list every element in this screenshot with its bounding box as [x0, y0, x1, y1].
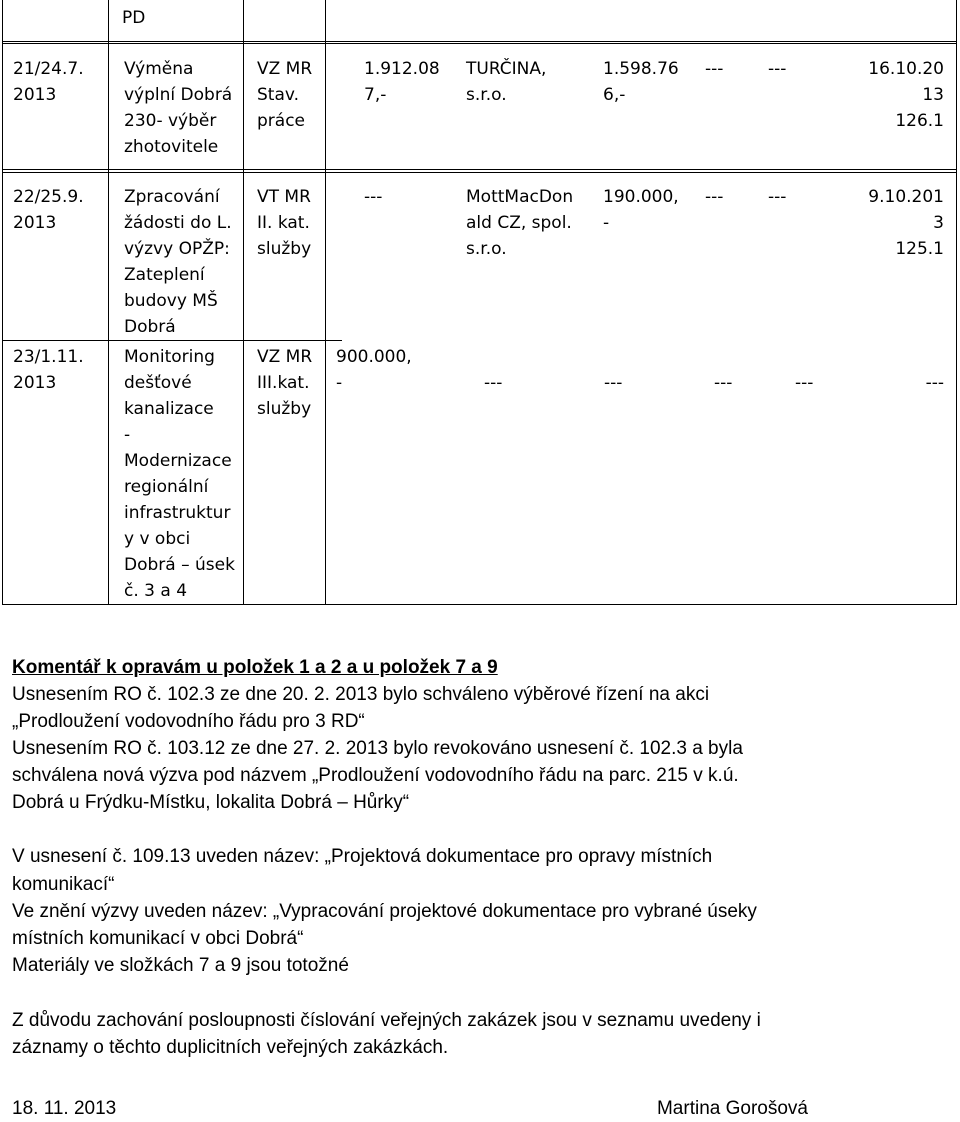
- comment-line: schválena nová výzva pod názvem „Prodloužení vodovodního řádu na parc. 215 v k.ú.: [12, 765, 739, 786]
- comment-line: Usnesením RO č. 103.12 ze dne 27. 2. 2013 bylo revokováno usnesení č. 102.3 a byla: [12, 738, 743, 759]
- row1-est-price: 1.912.08 7,-: [364, 59, 440, 105]
- row1-result: 16.10.20 13 126.1: [868, 59, 944, 131]
- footer-date: 18. 11. 2013: [12, 1098, 117, 1119]
- row1-date: 21/24.7. 2013: [13, 59, 84, 105]
- comment-heading: Komentář k opravám u položek 1 a 2 a u položek 7 a 9: [12, 657, 498, 678]
- table-rule: [2, 41, 957, 42]
- comment-line: Z důvodu zachování posloupnosti číslování veřejných zakázek jsou v seznamu uvedeny i: [12, 1010, 761, 1031]
- table-rule: [2, 604, 957, 605]
- comment-line: „Prodloužení vodovodního řádu pro 3 RD“: [12, 711, 365, 732]
- row3-subject: Monitoring dešťové kanalizace - Modernizace regionální infrastruktur y v obci Dobrá – úsek č. 3 a 4: [124, 347, 235, 601]
- comment-line: V usnesení č. 109.13 uveden název: „Projektová dokumentace pro opravy místních: [12, 846, 713, 867]
- row3-col7: ---: [714, 373, 733, 393]
- table-rule: [2, 169, 957, 170]
- row3-date: 23/1.11. 2013: [13, 347, 84, 393]
- row1-col8: ---: [768, 59, 787, 79]
- row2-col7: ---: [705, 187, 724, 207]
- row2-type: VT MR II. kat. služby: [257, 187, 312, 259]
- comment-line: záznamy o těchto duplicitních veřejných zakázkách.: [12, 1037, 449, 1058]
- row2-col8: ---: [768, 187, 787, 207]
- footer-author: Martina Gorošová: [656, 1098, 808, 1119]
- row1-contract-price: 1.598.76 6,-: [603, 59, 679, 105]
- row1-type: VZ MR Stav. práce: [257, 59, 313, 131]
- row2-est-price: ---: [364, 187, 383, 207]
- row2-result: 9.10.201 3 125.1: [868, 187, 944, 259]
- row1-col7: ---: [705, 59, 724, 79]
- row3-est-price: 900.000, -: [336, 347, 412, 393]
- row2-date: 22/25.9. 2013: [13, 187, 84, 233]
- comment-line: Ve znění výzvy uveden název: „Vypracování projektové dokumentace pro vybrané úseky: [12, 901, 757, 922]
- table-rule: [2, 43, 957, 44]
- row3-col8: ---: [795, 373, 814, 393]
- row3-contract-price: ---: [604, 373, 623, 393]
- table-rule: [2, 340, 342, 341]
- table-rule: [243, 0, 244, 605]
- table-rule: [108, 0, 109, 605]
- comment-line: Usnesením RO č. 102.3 ze dne 20. 2. 2013 bylo schváleno výběrové řízení na akci: [12, 684, 710, 705]
- table-rule: [956, 0, 957, 605]
- table-rule: [2, 172, 957, 173]
- row2-contract-price: 190.000, -: [603, 187, 679, 233]
- row1-supplier: TURČINA, s.r.o.: [466, 59, 547, 105]
- row2-subject: Zpracování žádosti do L. výzvy OPŽP: Zateplení budovy MŠ Dobrá: [124, 187, 232, 337]
- comment-line: Materiály ve složkách 7 a 9 jsou totožné: [12, 955, 349, 976]
- table-rule: [325, 0, 326, 605]
- comment-line: Dobrá u Frýdku-Místku, lokalita Dobrá – Hůrky“: [12, 792, 410, 813]
- row1-subject: Výměna výplní Dobrá 230- výběr zhotovitele: [124, 59, 233, 157]
- comment-line: komunikací“: [12, 874, 115, 895]
- row2-supplier: MottMacDon ald CZ, spol. s.r.o.: [466, 187, 574, 259]
- table-header-fragment: PD: [122, 8, 146, 28]
- row3-supplier: ---: [484, 373, 503, 393]
- comment-line: místních komunikací v obci Dobrá“: [12, 928, 304, 949]
- procurement-table: [2, 0, 957, 605]
- row3-type: VZ MR III.kat. služby: [257, 347, 313, 419]
- row3-result: ---: [925, 373, 944, 393]
- table-rule: [2, 0, 3, 605]
